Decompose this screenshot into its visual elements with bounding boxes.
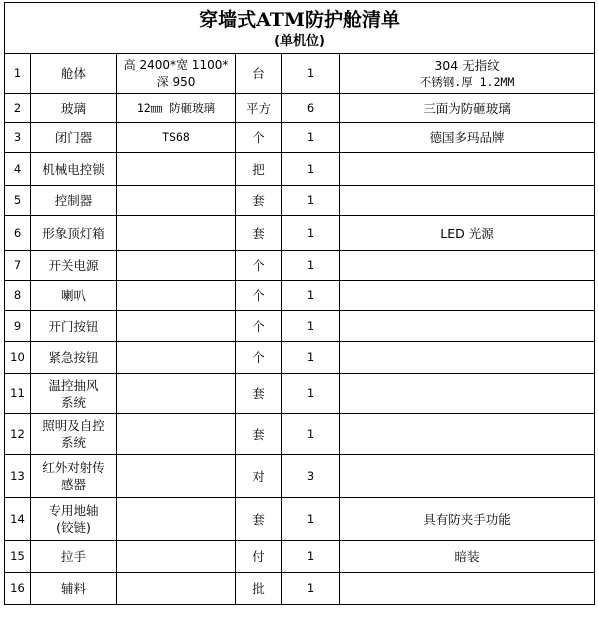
item-name-line: 闭门器 (54, 130, 93, 145)
item-note (340, 342, 595, 374)
item-quantity: 1 (282, 374, 340, 414)
item-quantity: 1 (282, 311, 340, 342)
table-row (5, 123, 595, 153)
checklist-table (4, 2, 595, 605)
item-quantity: 6 (282, 94, 340, 123)
item-note-line: 德国多玛品牌 (429, 130, 505, 145)
item-quantity: 1 (282, 153, 340, 186)
item-note-line: 不锈钢.厚 1.2MM (419, 74, 515, 89)
item-unit: 个 (236, 311, 282, 342)
table-row (5, 342, 595, 374)
item-unit: 批 (236, 573, 282, 605)
table-row (5, 94, 595, 123)
item-spec (117, 251, 236, 281)
item-spec (117, 311, 236, 342)
item-note (340, 573, 595, 605)
item-name (31, 94, 117, 123)
checklist-sheet (4, 2, 594, 605)
item-spec-line: TS68 (162, 130, 190, 144)
table-row (5, 251, 595, 281)
item-name-line: 形象顶灯箱 (42, 225, 105, 241)
item-name (31, 153, 117, 186)
item-unit: 把 (236, 153, 282, 186)
item-spec (117, 216, 236, 251)
item-number: 9 (5, 311, 31, 342)
item-name-line: 开关电源 (48, 258, 99, 273)
item-quantity: 1 (282, 186, 340, 216)
item-note (340, 153, 595, 186)
item-name (31, 414, 117, 455)
item-note (340, 216, 595, 251)
item-name-line: 辅料 (60, 581, 86, 596)
item-spec-line: 深 950 (156, 74, 196, 89)
item-quantity: 1 (282, 251, 340, 281)
item-spec-line: 高 2400*宽 1100* (123, 57, 229, 72)
item-spec (117, 455, 236, 498)
item-note (340, 498, 595, 541)
document-title: 穿墙式ATM防护舱清单 (199, 8, 400, 31)
item-quantity: 1 (282, 541, 340, 573)
item-name (31, 498, 117, 541)
item-spec (117, 186, 236, 216)
item-note (340, 123, 595, 153)
table-row (5, 498, 595, 541)
item-spec-line: 12㎜ 防砸玻璃 (136, 100, 216, 115)
item-name (31, 342, 117, 374)
item-number: 15 (5, 541, 31, 573)
item-note (340, 311, 595, 342)
item-number: 11 (5, 374, 31, 414)
item-name-line: 舱体 (60, 66, 86, 81)
item-name (31, 251, 117, 281)
item-number: 8 (5, 281, 31, 311)
table-row (5, 414, 595, 455)
item-unit: 套 (236, 216, 282, 251)
item-note (340, 541, 595, 573)
item-unit: 台 (236, 54, 282, 94)
table-row (5, 54, 595, 94)
item-unit: 个 (236, 123, 282, 153)
item-spec (117, 342, 236, 374)
item-unit: 平方 (236, 94, 282, 123)
item-number: 2 (5, 94, 31, 123)
item-note-line: LED 光源 (440, 225, 494, 241)
item-name-line: 系统 (60, 435, 86, 450)
item-name-line: 控制器 (54, 193, 93, 208)
item-spec (117, 281, 236, 311)
item-name (31, 123, 117, 153)
item-number: 16 (5, 573, 31, 605)
item-note-line: 具有防夹手功能 (423, 511, 511, 527)
item-note (340, 414, 595, 455)
item-spec (117, 54, 236, 94)
item-name-line: 系统 (60, 394, 86, 410)
item-spec (117, 414, 236, 455)
item-spec (117, 374, 236, 414)
item-number: 10 (5, 342, 31, 374)
table-row (5, 153, 595, 186)
item-note (340, 94, 595, 123)
item-name (31, 311, 117, 342)
item-quantity: 3 (282, 455, 340, 498)
item-name-line: 专用地轴 (48, 503, 99, 518)
item-name-line: 喇叭 (60, 288, 86, 303)
table-row (5, 186, 595, 216)
item-quantity: 1 (282, 54, 340, 94)
item-quantity: 1 (282, 281, 340, 311)
item-name-line: 拉手 (60, 549, 86, 564)
item-spec (117, 94, 236, 123)
item-note-line: 三面为防砸玻璃 (423, 100, 511, 116)
item-quantity: 1 (282, 342, 340, 374)
item-spec (117, 573, 236, 605)
item-number: 7 (5, 251, 31, 281)
item-unit: 个 (236, 251, 282, 281)
item-quantity: 1 (282, 216, 340, 251)
title-row (5, 3, 595, 54)
item-unit: 付 (236, 541, 282, 573)
item-note (340, 455, 595, 498)
item-note (340, 54, 595, 94)
table-row (5, 281, 595, 311)
item-name (31, 541, 117, 573)
table-row (5, 541, 595, 573)
item-name-line: 红外对射传 (42, 460, 105, 475)
table-row (5, 216, 595, 251)
item-number: 3 (5, 123, 31, 153)
table-row (5, 374, 595, 414)
item-name-line: 玻璃 (60, 100, 86, 116)
item-unit: 个 (236, 342, 282, 374)
item-quantity: 1 (282, 414, 340, 455)
item-quantity: 1 (282, 573, 340, 605)
item-number: 13 (5, 455, 31, 498)
item-number: 12 (5, 414, 31, 455)
item-note-line: 304 无指纹 (434, 57, 500, 73)
item-name-line: 开门按钮 (48, 318, 99, 334)
title-cell (5, 3, 595, 54)
item-spec (117, 541, 236, 573)
item-quantity: 1 (282, 123, 340, 153)
item-name (31, 573, 117, 605)
item-unit: 套 (236, 186, 282, 216)
item-name-line: 温控抽风 (48, 377, 99, 393)
item-name (31, 374, 117, 414)
item-name (31, 216, 117, 251)
item-name (31, 54, 117, 94)
item-name-line: (铰链) (56, 520, 91, 535)
item-name-line: 照明及自控 (42, 418, 105, 433)
table-row (5, 573, 595, 605)
item-note (340, 186, 595, 216)
item-spec (117, 153, 236, 186)
item-number: 4 (5, 153, 31, 186)
item-number: 14 (5, 498, 31, 541)
item-name-line: 紧急按钮 (48, 350, 99, 365)
item-number: 5 (5, 186, 31, 216)
item-note (340, 374, 595, 414)
document-subtitle: (单机位) (274, 33, 325, 49)
item-unit: 套 (236, 498, 282, 541)
item-name (31, 186, 117, 216)
item-note-line: 暗装 (454, 549, 480, 564)
item-number: 6 (5, 216, 31, 251)
item-unit: 套 (236, 374, 282, 414)
item-unit: 对 (236, 455, 282, 498)
item-unit: 个 (236, 281, 282, 311)
item-number: 1 (5, 54, 31, 94)
item-name-line: 感器 (60, 477, 86, 492)
item-name-line: 机械电控锁 (42, 161, 105, 177)
item-spec (117, 498, 236, 541)
item-note (340, 251, 595, 281)
item-name (31, 455, 117, 498)
item-quantity: 1 (282, 498, 340, 541)
item-name (31, 281, 117, 311)
table-row (5, 455, 595, 498)
item-unit: 套 (236, 414, 282, 455)
item-note (340, 281, 595, 311)
table-row (5, 311, 595, 342)
item-spec (117, 123, 236, 153)
